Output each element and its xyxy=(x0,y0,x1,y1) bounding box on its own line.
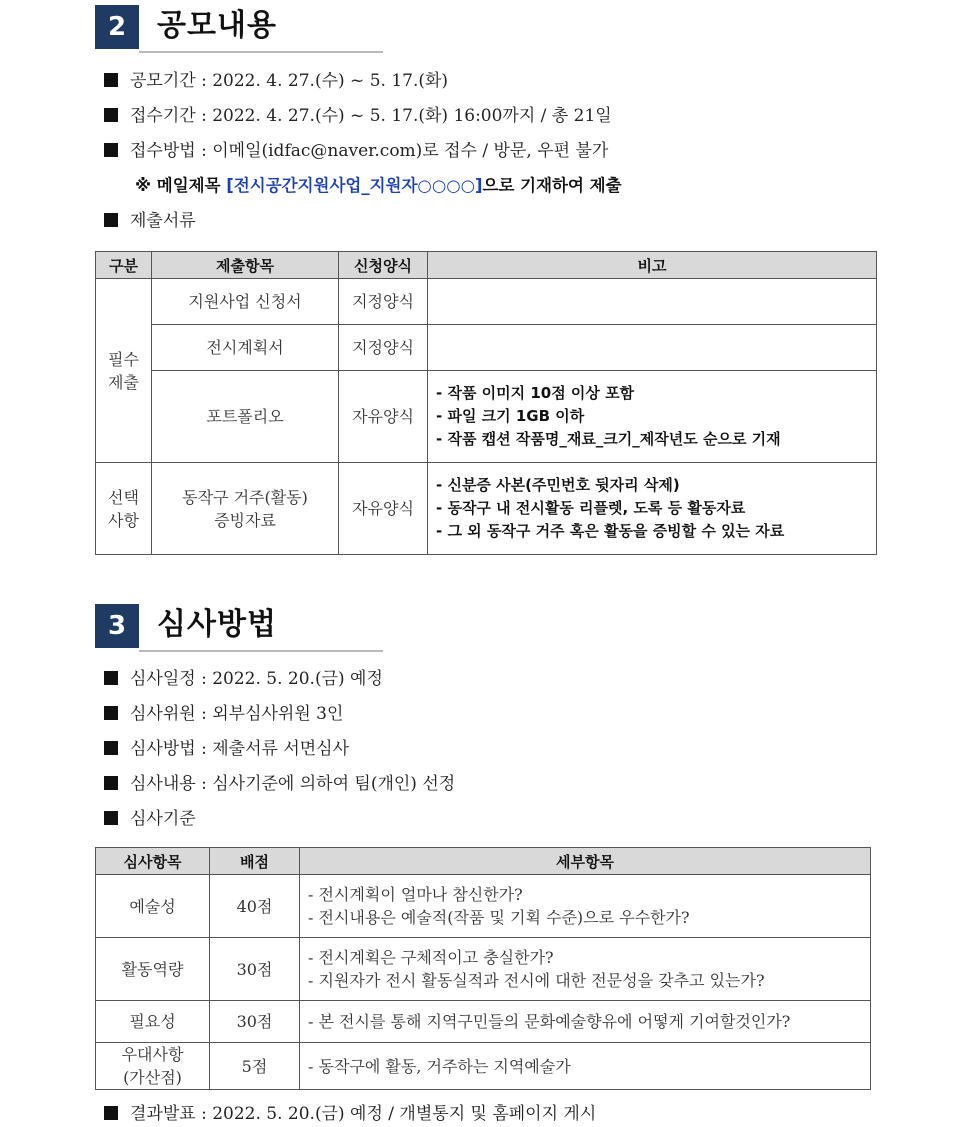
square-bullet-icon xyxy=(104,741,118,755)
table-row xyxy=(96,325,877,371)
section-3-number: 3 xyxy=(95,604,139,648)
section-3-title: 심사방법 xyxy=(157,607,277,642)
section-3-header xyxy=(95,604,383,652)
table-row xyxy=(96,1001,871,1043)
cell-item: 동작구 거주(활동) 증빙자료 xyxy=(152,463,339,555)
cell-score: 40점 xyxy=(210,875,300,938)
table-row xyxy=(96,938,871,1001)
table-header-row xyxy=(96,252,877,279)
header-score: 배점 xyxy=(210,848,300,875)
section-2-underline xyxy=(139,51,383,53)
bullet-application-period: 공모기간 : 2022. 4. 27.(수) ~ 5. 17.(화) xyxy=(104,69,448,93)
square-bullet-icon xyxy=(104,143,118,157)
cell-score: 30점 xyxy=(210,1001,300,1043)
cell-form: 지정양식 xyxy=(339,279,428,325)
header-review-item: 심사항목 xyxy=(96,848,210,875)
cell-item: 전시계획서 xyxy=(152,325,339,371)
cell-details: - 전시계획이 얼마나 참신한가? - 전시내용은 예술적(작품 및 기획 수준)으로 우수한가? xyxy=(300,875,871,938)
cell-item: 포트폴리오 xyxy=(152,371,339,463)
bullet-review-committee: 심사위원 : 외부심사위원 3인 xyxy=(104,702,343,726)
bullet-submission-period: 접수기간 : 2022. 4. 27.(수) ~ 5. 17.(화) 16:00까지 / 총 21일 xyxy=(104,104,612,128)
cell-review-item: 활동역량 xyxy=(96,938,210,1001)
cell-review-item: 예술성 xyxy=(96,875,210,938)
review-criteria-table xyxy=(95,847,871,1090)
header-details: 세부항목 xyxy=(300,848,871,875)
header-form: 신청양식 xyxy=(339,252,428,279)
square-bullet-icon xyxy=(104,671,118,685)
square-bullet-icon xyxy=(104,706,118,720)
cell-form: 자유양식 xyxy=(339,371,428,463)
cell-details: - 본 전시를 통해 지역구민들의 문화예술향유에 어떻게 기여할것인가? xyxy=(300,1001,871,1043)
bullet-review-method: 심사방법 : 제출서류 서면심사 xyxy=(104,737,349,761)
cell-review-item: 필요성 xyxy=(96,1001,210,1043)
square-bullet-icon xyxy=(104,776,118,790)
email-subject-note: ※ 메일제목 [전시공간지원사업_지원자○○○○]으로 기재하여 제출 xyxy=(135,176,622,195)
table-row xyxy=(96,371,877,463)
square-bullet-icon xyxy=(104,213,118,227)
section-2-number: 2 xyxy=(95,5,139,49)
cell-remarks: - 신분증 사본(주민번호 뒷자리 삭제) - 동작구 내 전시활동 리플렛, 도록 등 활동자료 - 그 외 동작구 거주 혹은 활동을 증빙할 수 있는 자료 xyxy=(428,463,877,555)
table-header-row xyxy=(96,848,871,875)
square-bullet-icon xyxy=(104,73,118,87)
section-2-title: 공모내용 xyxy=(157,8,277,43)
cell-item: 지원사업 신청서 xyxy=(152,279,339,325)
header-remarks: 비고 xyxy=(428,252,877,279)
header-item: 제출항목 xyxy=(152,252,339,279)
bullet-submission-method: 접수방법 : 이메일(idfac@naver.com)로 접수 / 방문, 우편 불가 xyxy=(104,139,608,163)
cell-form: 자유양식 xyxy=(339,463,428,555)
cell-score: 30점 xyxy=(210,938,300,1001)
table-row xyxy=(96,279,877,325)
group-required: 필수 제출 xyxy=(96,279,152,463)
table-row xyxy=(96,1043,871,1090)
submission-documents-table xyxy=(95,251,877,555)
group-optional: 선택 사항 xyxy=(96,463,152,555)
cell-score: 5점 xyxy=(210,1043,300,1090)
table-row xyxy=(96,875,871,938)
email-subject-format: [전시공간지원사업_지원자○○○○] xyxy=(226,176,483,195)
section-2-header xyxy=(95,5,383,53)
cell-remarks xyxy=(428,279,877,325)
cell-remarks xyxy=(428,325,877,371)
table-row xyxy=(96,463,877,555)
cell-form: 지정양식 xyxy=(339,325,428,371)
cell-details: - 동작구에 활동, 거주하는 지역예술가 xyxy=(300,1043,871,1090)
cell-review-item: 우대사항 (가산점) xyxy=(96,1043,210,1090)
cell-remarks: - 작품 이미지 10점 이상 포함 - 파일 크기 1GB 이하 - 작품 캡션 작품명_재료_크기_제작년도 순으로 기재 xyxy=(428,371,877,463)
section-3-underline xyxy=(139,650,383,652)
bullet-submission-documents: 제출서류 xyxy=(104,209,196,233)
bullet-review-content: 심사내용 : 심사기준에 의하여 팀(개인) 선정 xyxy=(104,772,455,796)
bullet-review-schedule: 심사일정 : 2022. 5. 20.(금) 예정 xyxy=(104,667,383,691)
bullet-result-announcement: 결과발표 : 2022. 5. 20.(금) 예정 / 개별통지 및 홈페이지 게시 xyxy=(104,1102,596,1126)
header-category: 구분 xyxy=(96,252,152,279)
square-bullet-icon xyxy=(104,811,118,825)
cell-details: - 전시계획은 구체적이고 충실한가? - 지원자가 전시 활동실적과 전시에 대한 전문성을 갖추고 있는가? xyxy=(300,938,871,1001)
square-bullet-icon xyxy=(104,108,118,122)
bullet-review-criteria: 심사기준 xyxy=(104,807,196,831)
square-bullet-icon xyxy=(104,1106,118,1120)
